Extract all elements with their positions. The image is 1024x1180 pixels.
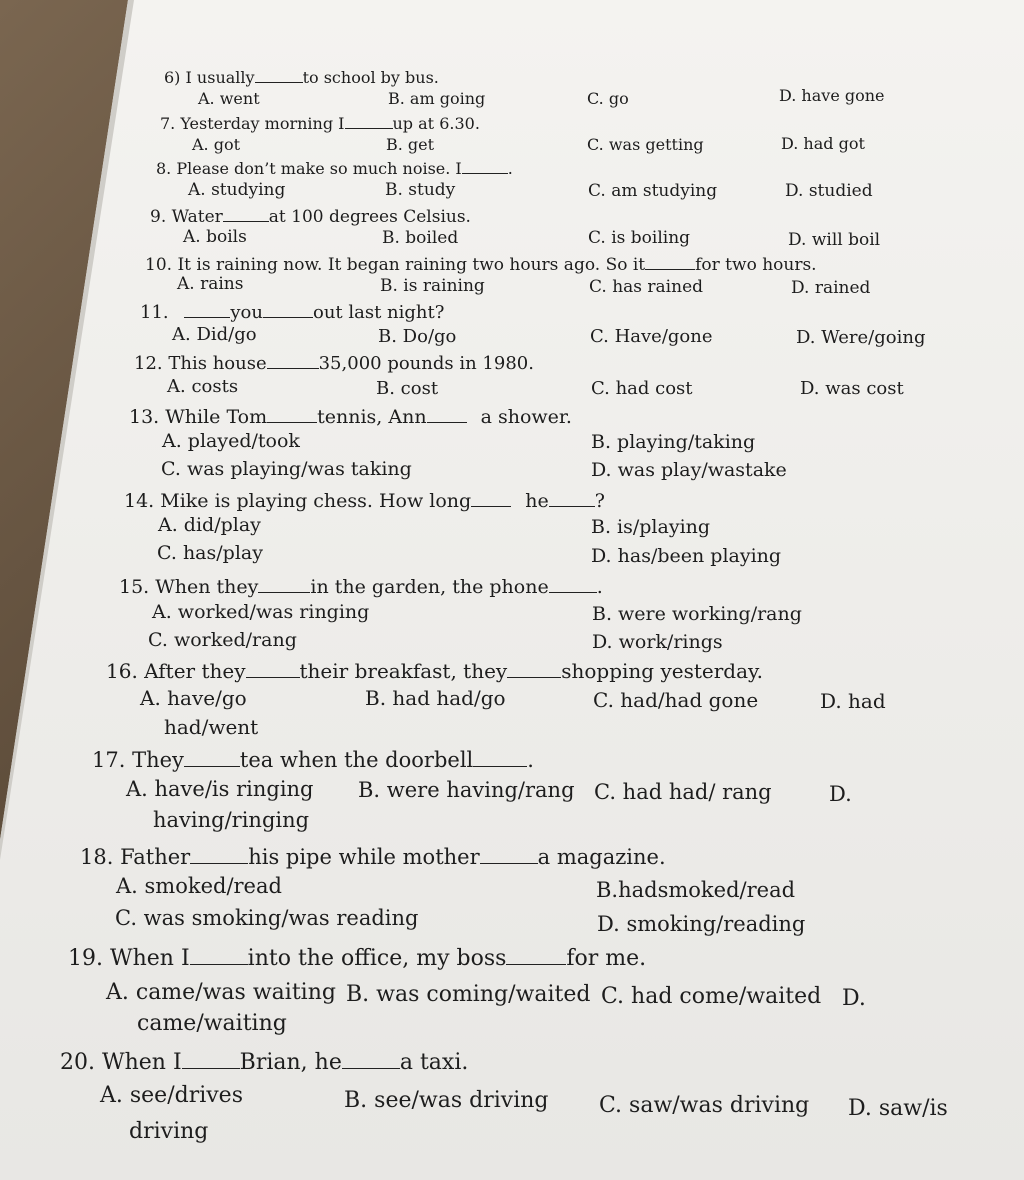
option-d[interactable]: D. work/rings — [592, 631, 723, 653]
question-text: a taxi. — [399, 1050, 469, 1075]
question-number: 16. — [106, 659, 138, 683]
option-c[interactable]: C. was smoking/was reading — [115, 906, 419, 930]
option-d[interactable]: D. saw/is — [848, 1096, 948, 1121]
question-number: 7. — [160, 114, 176, 133]
question-text: a shower. — [480, 406, 572, 428]
option-d[interactable]: D. had got — [781, 134, 865, 153]
question-10 — [145, 252, 817, 275]
question-text: Brian, he — [239, 1050, 342, 1075]
answer-blank[interactable] — [507, 657, 561, 678]
option-c[interactable]: C. was getting — [587, 135, 704, 154]
option-b[interactable]: B. playing/taking — [591, 431, 756, 453]
question-text: Father — [120, 845, 191, 869]
option-d[interactable]: D. Were/going — [796, 327, 926, 348]
option-b[interactable]: B. see/was driving — [344, 1088, 549, 1113]
option-c[interactable]: C. had come/waited — [601, 984, 822, 1009]
option-b[interactable]: B. were working/rang — [592, 603, 802, 625]
question-11 — [140, 299, 444, 323]
question-text: Water — [171, 207, 223, 227]
option-a[interactable]: A. have/is ringing — [126, 777, 314, 801]
question-text: his pipe while mother — [248, 845, 480, 869]
option-a[interactable]: A. Did/go — [172, 324, 257, 345]
question-7 — [160, 112, 480, 133]
option-a[interactable]: A. boils — [183, 227, 247, 247]
answer-blank[interactable] — [471, 487, 511, 507]
question-text: to school by bus. — [302, 68, 439, 87]
answer-blank[interactable] — [473, 745, 527, 767]
answer-blank[interactable] — [190, 942, 248, 965]
answer-blank[interactable] — [506, 942, 566, 965]
option-c[interactable]: C. saw/was driving — [599, 1093, 810, 1118]
question-number: 13. — [129, 406, 160, 428]
question-text: in the garden, the phone — [310, 576, 549, 598]
question-text: 35,000 pounds in 1980. — [318, 353, 534, 374]
option-a[interactable]: A. rains — [177, 274, 244, 294]
option-c[interactable]: C. had cost — [591, 378, 693, 399]
question-number: 18. — [80, 845, 114, 869]
option-d-continued[interactable]: came/waiting — [137, 1011, 287, 1036]
answer-blank[interactable] — [549, 573, 597, 593]
question-number: 6) — [164, 68, 181, 87]
option-b[interactable]: B. am going — [388, 89, 486, 108]
question-text: you — [230, 302, 263, 323]
question-text: tennis, Ann — [317, 406, 427, 428]
option-b[interactable]: B. study — [385, 180, 456, 200]
option-d[interactable]: D. — [842, 986, 866, 1011]
question-19 — [68, 942, 646, 971]
question-20 — [60, 1046, 468, 1075]
question-14 — [124, 487, 605, 512]
question-8 — [156, 157, 513, 178]
option-c[interactable]: C. was playing/was taking — [161, 458, 412, 480]
question-text: for two hours. — [695, 255, 817, 275]
answer-blank[interactable] — [267, 350, 319, 369]
option-a[interactable]: A. see/drives — [100, 1083, 243, 1108]
option-c[interactable]: C. go — [587, 89, 629, 108]
option-b[interactable]: B. get — [386, 135, 435, 154]
option-a[interactable]: A. did/play — [158, 514, 261, 536]
answer-blank[interactable] — [184, 745, 240, 767]
option-c[interactable]: C. had/had gone — [593, 688, 759, 712]
question-text: When they — [155, 576, 259, 598]
option-d[interactable]: D. studied — [785, 181, 873, 201]
answer-blank[interactable] — [223, 204, 269, 222]
option-d[interactable]: D. rained — [791, 278, 871, 298]
option-a[interactable]: A. played/took — [162, 430, 300, 452]
answer-blank[interactable] — [645, 252, 695, 270]
option-d[interactable]: D. — [829, 782, 852, 806]
option-d[interactable]: D. was cost — [800, 378, 904, 399]
option-c[interactable]: C. Have/gone — [590, 326, 713, 347]
option-a[interactable]: A. came/was waiting — [106, 980, 336, 1005]
option-c[interactable]: C. had had/ rang — [594, 780, 772, 804]
question-text: out last night? — [312, 302, 445, 323]
question-text: I usually — [185, 68, 255, 87]
question-text: shopping yesterday. — [561, 659, 764, 683]
option-b[interactable]: B. Do/go — [378, 326, 457, 347]
question-number: 12. — [134, 353, 163, 374]
option-c[interactable]: C. am studying — [588, 181, 718, 201]
question-text: . — [596, 576, 603, 598]
option-a[interactable]: A. smoked/read — [116, 874, 282, 898]
question-text: When I — [102, 1050, 182, 1075]
answer-blank[interactable] — [462, 157, 508, 174]
answer-blank[interactable] — [246, 657, 300, 678]
answer-blank[interactable] — [342, 1046, 400, 1069]
question-number: 15. — [119, 576, 150, 598]
question-text: This house — [168, 353, 267, 374]
answer-blank[interactable] — [258, 573, 310, 593]
option-d[interactable]: D. was play/wastake — [591, 459, 787, 481]
option-b[interactable]: B.hadsmoked/read — [596, 878, 796, 902]
option-a[interactable]: A. costs — [167, 376, 239, 397]
question-text: their breakfast, they — [299, 659, 508, 683]
question-text: for me. — [566, 946, 647, 971]
option-a[interactable]: A. have/go — [140, 686, 247, 710]
question-text: a magazine. — [537, 845, 666, 869]
option-b[interactable]: B. were having/rang — [358, 778, 575, 802]
question-text: While Tom — [165, 406, 268, 428]
option-b[interactable]: B. had had/go — [365, 686, 506, 710]
option-d[interactable]: D. had — [820, 689, 886, 713]
option-b[interactable]: B. cost — [376, 378, 439, 399]
option-b[interactable]: B. boiled — [382, 228, 459, 248]
option-a[interactable]: A. went — [198, 89, 260, 108]
answer-blank[interactable] — [190, 842, 248, 864]
option-c[interactable]: C. has/play — [157, 542, 263, 564]
answer-blank[interactable] — [480, 842, 538, 864]
option-d[interactable]: D. smoking/reading — [597, 912, 806, 936]
question-6 — [164, 66, 439, 87]
option-d[interactable]: D. have gone — [779, 86, 885, 105]
option-d-continued[interactable]: had/went — [164, 715, 259, 739]
question-text: After they — [144, 659, 246, 683]
option-a[interactable]: A. worked/was ringing — [152, 601, 370, 623]
question-text: Please don’t make so much noise. I — [176, 159, 462, 178]
question-text: It is raining now. It began raining two hours ago. So it — [177, 255, 646, 275]
question-number: 10. — [145, 255, 173, 275]
answer-blank[interactable] — [549, 487, 595, 507]
question-number: 11. — [140, 302, 169, 323]
question-15 — [119, 573, 603, 598]
answer-blank[interactable] — [255, 66, 303, 83]
question-text: . — [507, 159, 513, 178]
option-d[interactable]: D. has/been playing — [591, 545, 782, 567]
question-18 — [80, 842, 666, 869]
option-c[interactable]: C. worked/rang — [148, 629, 297, 651]
option-d-continued[interactable]: driving — [129, 1119, 209, 1144]
option-a[interactable]: A. got — [192, 135, 241, 154]
question-9 — [150, 204, 471, 227]
answer-blank[interactable] — [267, 403, 317, 423]
question-text: he — [525, 490, 549, 512]
option-b[interactable]: B. is/playing — [591, 516, 711, 538]
answer-blank[interactable] — [263, 299, 313, 318]
answer-blank[interactable] — [345, 112, 393, 129]
option-b[interactable]: B. is raining — [380, 276, 485, 296]
question-number: 9. — [150, 207, 167, 227]
question-text: They — [132, 748, 184, 772]
option-d[interactable]: D. will boil — [788, 230, 881, 250]
question-number: 14. — [124, 490, 155, 512]
answer-blank[interactable] — [182, 1046, 240, 1069]
question-number: 17. — [92, 748, 126, 772]
question-text: ? — [594, 490, 605, 512]
option-c[interactable]: C. is boiling — [588, 228, 691, 248]
question-number: 8. — [156, 159, 172, 178]
question-text: Mike is playing chess. How long — [160, 490, 472, 512]
question-13 — [129, 403, 572, 428]
question-text: tea when the doorbell — [239, 748, 474, 772]
option-c[interactable]: C. has rained — [589, 277, 704, 297]
option-b[interactable]: B. was coming/waited — [346, 982, 591, 1007]
answer-blank[interactable] — [184, 299, 230, 318]
question-17 — [92, 745, 534, 772]
question-text: at 100 degrees Celsius. — [268, 207, 471, 227]
question-text: When I — [110, 946, 190, 971]
question-number: 19. — [68, 946, 103, 971]
option-a[interactable]: A. studying — [188, 180, 286, 200]
question-text: . — [527, 748, 534, 772]
option-d-continued[interactable]: having/ringing — [153, 808, 310, 832]
question-text: Yesterday morning I — [180, 114, 345, 133]
question-text: up at 6.30. — [392, 114, 480, 133]
question-16 — [106, 657, 763, 683]
question-12 — [134, 350, 534, 374]
question-number: 20. — [60, 1050, 95, 1075]
answer-blank[interactable] — [427, 403, 467, 423]
question-text: into the office, my boss — [247, 946, 507, 971]
